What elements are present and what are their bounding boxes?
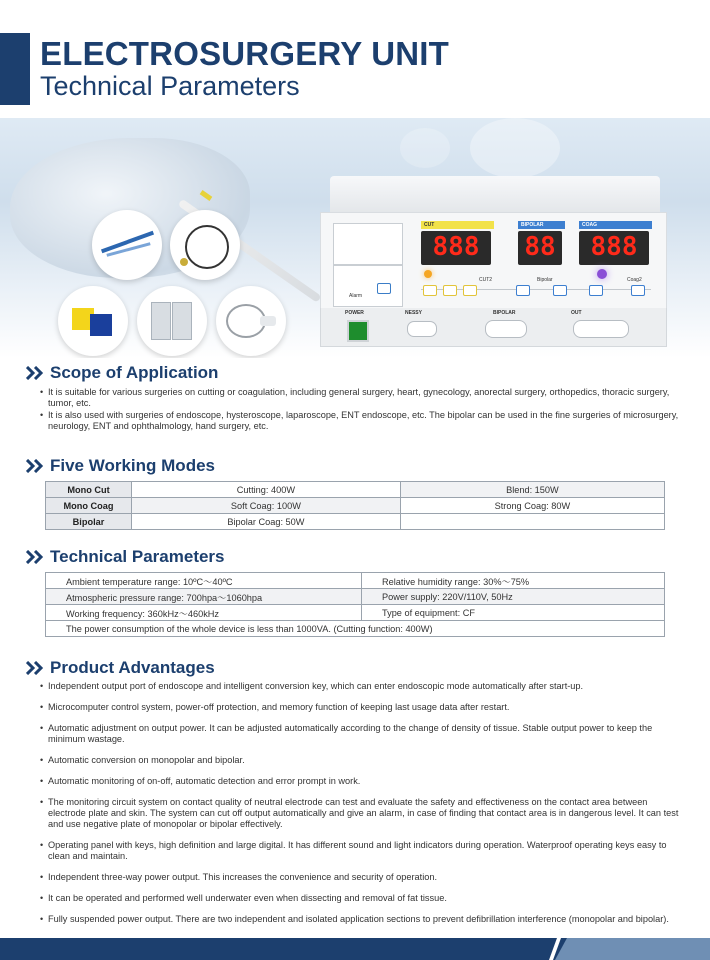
table-row <box>46 498 665 514</box>
accessory-return-plate-icon <box>58 286 128 356</box>
out-label: OUT <box>571 310 582 316</box>
list-item: • It is suitable for various surgeries on cutting or coagulation, including general surgery, heart, gynecology, anorectal surgery, orthopedics, thoracic surgery, tumor, etc. <box>40 387 680 409</box>
list-item: • It is also used with surgeries of endoscope, hysteroscope, laparoscope, ENT endoscope, etc. The bipolar can be used in the fine surgeries of microsurgery, neurology, ENT and ophthalmology, hand surgery, etc. <box>40 410 680 432</box>
accessory-pencil-icon <box>92 210 162 280</box>
table-row <box>46 605 665 621</box>
advantages-heading <box>26 658 215 678</box>
table-cell: Strong Coag: 80W <box>400 498 664 514</box>
table-cell: Soft Coag: 100W <box>132 498 401 514</box>
power-button-icon <box>347 320 369 342</box>
mode-name-cell: Mono Cut <box>46 482 132 498</box>
double-chevron-icon <box>26 366 46 380</box>
accessory-cable-icon <box>170 210 240 280</box>
list-item: • It can be operated and performed well underwater even when dissecting and removal of fat tissue. <box>40 893 680 904</box>
bipolar-display: 88 <box>518 231 562 265</box>
cut-display: 888 <box>421 231 491 265</box>
advantages-list <box>40 681 680 925</box>
hero-product-image <box>0 118 710 358</box>
list-item: • Operating panel with keys, high definition and large digital. It has different sound and light indicators during operation. Waterproof operating keys easy to clean and maintain. <box>40 840 680 862</box>
table-cell <box>400 514 664 530</box>
list-item: • Independent three-way power output. This increases the convenience and security of operation. <box>40 872 680 883</box>
params-table <box>45 572 665 637</box>
footer-accent <box>555 938 710 960</box>
accessory-pad-icon <box>137 286 207 356</box>
table-row <box>46 621 665 637</box>
power-label: POWER <box>345 310 364 316</box>
double-chevron-icon <box>26 661 46 675</box>
page-subtitle: Technical Parameters <box>40 71 300 101</box>
list-item: • Automatic adjustment on output power. It can be adjusted automatically according to the change of density of tissue. Stable output power to keep the minimum wastage. <box>40 723 680 745</box>
table-row <box>46 514 665 530</box>
params-heading-text: Technical Parameters <box>50 547 225 566</box>
bipolar-small-label: Bipolar <box>537 277 553 283</box>
params-heading <box>26 547 225 567</box>
list-item: • Fully suspended power output. There are two independent and isolated application sections to prevent defibrillation interference (monopolar and bipolar). <box>40 914 680 925</box>
table-cell: The power consumption of the whole device is less than 1000VA. (Cutting function: 400W) <box>46 621 665 637</box>
modes-table <box>45 481 665 530</box>
table-cell: Blend: 150W <box>400 482 664 498</box>
bipolar-label: BIPOLAR <box>518 221 565 229</box>
mode-name-cell: Bipolar <box>46 514 132 530</box>
modes-heading-text: Five Working Modes <box>50 456 215 475</box>
list-item: • Automatic monitoring of on-off, automatic detection and error prompt in work. <box>40 776 680 787</box>
coag-label: COAG <box>579 221 652 229</box>
nessy-label: NESSY <box>405 310 422 316</box>
table-row <box>46 589 665 605</box>
scope-heading <box>26 363 218 383</box>
table-cell: Atmospheric pressure range: 700hpa～1060hpa <box>46 589 362 605</box>
cut-label: CUT <box>421 221 494 229</box>
table-row <box>46 482 665 498</box>
table-cell: Cutting: 400W <box>132 482 401 498</box>
table-row <box>46 573 665 589</box>
coag2-label: Coag2 <box>627 277 642 283</box>
double-chevron-icon <box>26 459 46 473</box>
list-item: • Microcomputer control system, power-off protection, and memory function of keeping last usage data after restart. <box>40 702 680 713</box>
cut2-label: CUT2 <box>479 277 493 283</box>
table-cell: Working frequency: 360kHz～460kHz <box>46 605 362 621</box>
list-item: • Independent output port of endoscope and intelligent conversion key, which can enter endoscopic mode automatically after start-up. <box>40 681 680 692</box>
mode-name-cell: Mono Coag <box>46 498 132 514</box>
table-cell: Type of equipment: CF <box>362 605 665 621</box>
alarm-label: Alarm <box>349 293 363 299</box>
modes-heading <box>26 456 215 476</box>
list-item: • Automatic conversion on monopolar and bipolar. <box>40 755 680 766</box>
page-title: ELECTROSURGERY UNIT <box>40 35 450 72</box>
accessory-coiled-cable-icon <box>216 286 286 356</box>
bipolar-port-label: BIPOLAR <box>493 310 516 316</box>
list-item: • The monitoring circuit system on contact quality of neutral electrode can test and evaluate the safety and effectiveness on the contact area between electrode plate and skin. The system can cut off output automatically and give an alarm, in case of finding that contact area is in dangerous level. It can test and use negative plate of monopolar or bipolar effectively. <box>40 797 680 830</box>
coag-display: 888 <box>579 231 649 265</box>
scope-list <box>40 387 680 432</box>
scope-heading-text: Scope of Application <box>50 363 219 382</box>
advantages-heading-text: Product Advantages <box>50 658 215 677</box>
table-cell: Ambient temperature range: 10ºC～40ºC <box>46 573 362 589</box>
double-chevron-icon <box>26 550 46 564</box>
table-cell: Power supply: 220V/110V, 50Hz <box>362 589 665 605</box>
electrosurgery-unit-image <box>320 176 665 346</box>
table-cell: Relative humidity range: 30%～75% <box>362 573 665 589</box>
header-accent-bar <box>0 33 30 105</box>
table-cell: Bipolar Coag: 50W <box>132 514 401 530</box>
